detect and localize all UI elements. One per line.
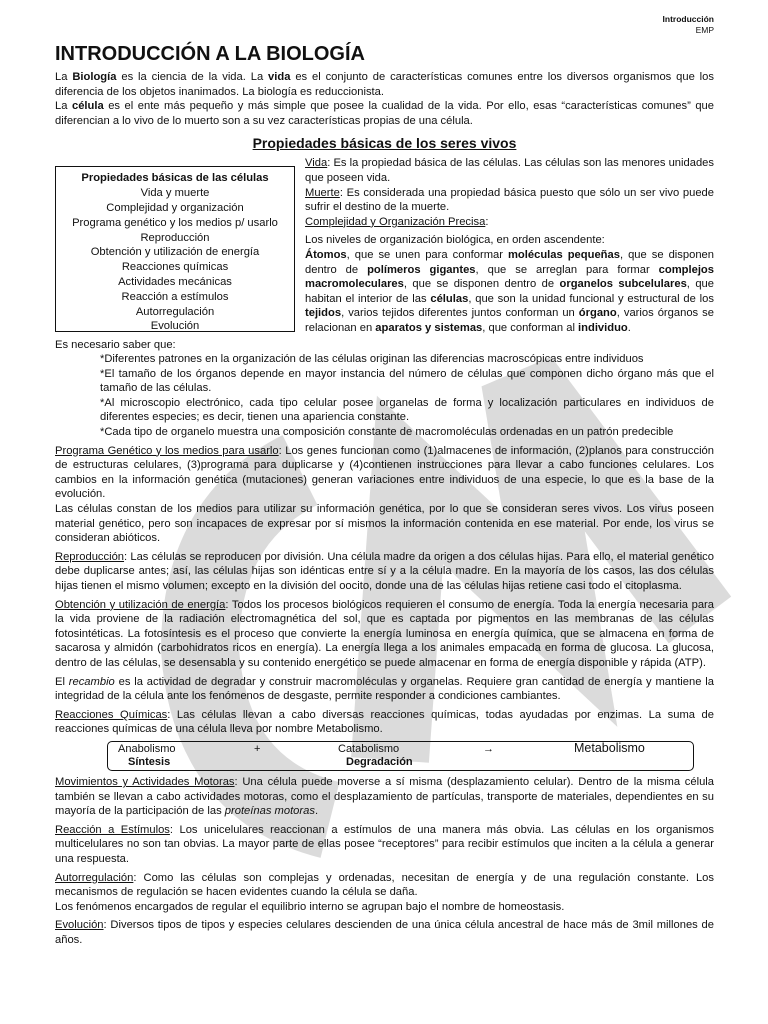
intro-paragraph-2: La célula es el ente más pequeño y más simple que posee la cualidad de la vida. Por ello, esas “características comunes” que diferencian a lo vivo de lo muerto son a su vez características propias de una célula.: [55, 100, 714, 127]
necesario-item: *Cada tipo de organelo muestra una composición constante de macromoléculas ordenadas en un patrón predecible: [100, 426, 674, 439]
anabolismo-label: Anabolismo: [118, 742, 176, 755]
necesario-item: *Al microscopio electrónico, cada tipo celular posee organelas de forma y localización particulares en individuos de diferentes especies; es decir, tienen una apariencia constante.: [100, 396, 714, 424]
properties-item: Reacción a estímulos: [121, 290, 229, 303]
programa-paragraph-2: Las células constan de los medios para utilizar su información genética, por lo que se consideran seres vivos. Los virus poseen material genético, pero son incapaces de expresar por sí mismos la información contenida en ese material. Por ende, los virus se consideran abióticos.: [55, 503, 714, 545]
muerte-paragraph: Muerte: Es considerada una propiedad básica puesto que sólo un ser vivo puede sufrir el destino de la muerte.: [305, 186, 714, 214]
document-page: [55, 14, 714, 947]
properties-item: Autorregulación: [135, 305, 215, 318]
properties-item: Vida y muerte: [140, 187, 210, 200]
metabolismo-label: Metabolismo: [574, 740, 645, 755]
sintesis-label: Síntesis: [128, 755, 171, 768]
necesario-item: *Diferentes patrones en la organización de las células originan las diferencias macroscópicas entre individuos: [100, 353, 644, 366]
properties-item: Reacciones químicas: [121, 261, 229, 274]
properties-item: Evolución: [150, 320, 200, 333]
header-title: Introducción: [662, 14, 714, 24]
degradacion-label: Degradación: [346, 755, 413, 768]
autorregulacion-paragraph: Autorregulación: Como las células son complejas y ordenadas, necesitan de energía y de una regulación constante. Los mecanismos de regulación se hacen evidentes cuando la célula se daña.: [55, 871, 714, 899]
properties-item: Reproducción: [140, 231, 210, 244]
movimientos-paragraph: Movimientos y Actividades Motoras: Una célula puede moverse a sí misma (desplazamiento celular). Dentro de la misma célula también se llevan a cabo actividades motoras, como el desplazamiento de partículas, transporte de materiales, dependientes en su mayoría de la participación de las proteínas motoras.: [55, 775, 714, 818]
complejidad-levels: Átomos, que se unen para conformar moléculas pequeñas, que se disponen dentro de polímeros gigantes, que se arreglan para formar complejos macromoleculares, que se disponen dentro de organelos subcelulares, que habitan el interior de las células, que son la unidad funcional y estructural de los tejidos, varios tejidos diferentes juntos conforman un órgano, varios órganos se relacionan en aparatos y sistemas, que conforman al individuo.: [305, 248, 714, 334]
properties-item: Programa genético y los medios p/ usarlo: [72, 216, 278, 229]
intro-paragraph-1: La Biología es la ciencia de la vida. La vida es el conjunto de características comunes entre los diversos organismos que los diferencia de los objetos inanimados. La biología es reduccionista.: [55, 71, 714, 98]
vida-paragraph: Vida: Es la propiedad básica de las células. Las células son las menores unidades que poseen vida.: [305, 157, 714, 184]
properties-text: [305, 156, 714, 335]
recambio-paragraph: El recambio es la actividad de degradar y construir macromoléculas y organelas. Requiere gran cantidad de energía y mantiene la integridad de la célula ante los fenómenos de desgaste, permite responder a condiciones cambiantes.: [55, 675, 714, 703]
necesario-item: *El tamaño de los órganos depende en mayor instancia del número de células que componen dicho órgano más que el tamaño de las células.: [100, 367, 714, 395]
section-title: Propiedades básicas de los seres vivos: [252, 135, 517, 152]
energia-paragraph: Obtención y utilización de energía: Todos los procesos biológicos requieren el consumo de energía. Toda la energía necesaria para la vida proviene de la radiación electromagnética del sol, que es captada por pigmentos en las membranas de las células fotosintéticas. La fotosíntesis es el proceso que convierte la energía luminosa en energía química, que se almacena en forma de sacarosa y almidón (carbohidratos ricos en energía). La energía llega a los animales empacada en forma de glucosa. La glucosa, dentro de las células, se desensabla y su contenido energético se puede almacenar en forma de energía disponible y rápida (ATP).: [55, 598, 714, 669]
complejidad-heading: Complejidad y Organización Precisa:: [305, 215, 489, 228]
reproduccion-paragraph: Reproducción: Las células se reproducen por división. Una célula madre da origen a dos células hijas. Para ello, el material genético debe duplicarse antes; así, las células hijas son idénticas entre sí y a la célula madre. En la mayoría de los casos, las dos células hijas tienen el mismo volumen; excepto en la división del oocito, donde una de las células hijas retiene casi todo el citoplasma.: [55, 550, 714, 592]
properties-box-title: Propiedades básicas de las células: [81, 172, 269, 185]
plus-sign: +: [254, 742, 261, 755]
properties-item: Actividades mecánicas: [118, 275, 232, 288]
metabolism-box: [107, 741, 694, 771]
necesario-intro: Es necesario saber que:: [55, 338, 176, 351]
evolucion-paragraph: Evolución: Diversos tipos de tipos y especies celulares descienden de una única célula ancestral de hace más de 3mil millones de años.: [55, 919, 714, 946]
estimulos-paragraph: Reacción a Estímulos: Los unicelulares reaccionan a estímulos de una manera más obvia. Las células en los organismos multicelulares no son tan obvias. La mayor parte de ellas posee “receptores” para recibir estímulos que inciten a la célula a generar una respuesta.: [55, 823, 714, 865]
reacciones-paragraph: Reacciones Químicas: Las células llevan a cabo diversas reacciones químicas, todas ayudadas por enzimas. La suma de reacciones químicas de una célula lleva por nombre Metabolismo.: [55, 708, 714, 736]
complejidad-intro: Los niveles de organización biológica, en orden ascendente:: [305, 234, 605, 247]
programa-paragraph: Programa Genético y los medios para usarlo: Los genes funcionan como (1)almacenes de información, (2)planos para construcción de estructuras celulares, (3)programa para duplicarse y (4)contienen instrucciones para llevar a cabo funciones celulares. Los cambios en la información genética (mutaciones) generan variaciones entre individuos de una especie, lo que es la base de la evolución.: [55, 444, 714, 501]
running-header: [663, 14, 714, 36]
properties-item: Obtención y utilización de energía: [90, 246, 260, 259]
catabolismo-label: Catabolismo: [338, 742, 400, 755]
page-title: INTRODUCCIÓN A LA BIOLOGÍA: [55, 43, 365, 65]
header-subtitle: EMP: [695, 25, 714, 35]
autorregulacion-paragraph-2: Los fenómenos encargados de regular el equilibrio interno se agrupan bajo el nombre de homeostasis.: [55, 900, 565, 913]
properties-item: Complejidad y organización: [106, 201, 244, 214]
arrow-icon: →: [483, 742, 494, 755]
properties-box: [55, 166, 295, 332]
